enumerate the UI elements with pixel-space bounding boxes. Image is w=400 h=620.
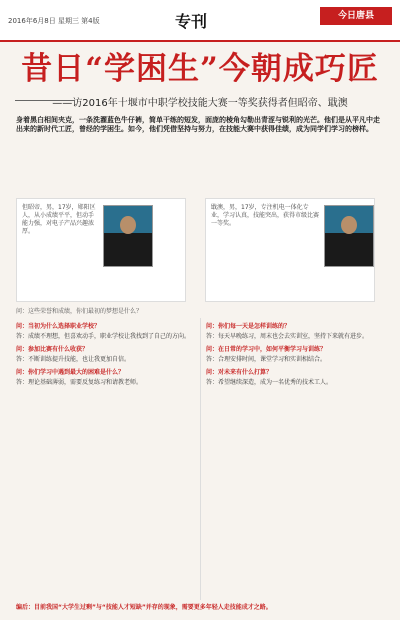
answer: 答：成绩不理想，但喜欢动手，职业学校让我找到了自己的方向。 — [16, 333, 191, 340]
profile-card-right — [205, 198, 375, 302]
column-divider — [200, 318, 201, 600]
question: 问：参加比赛有什么收获？ — [16, 346, 89, 353]
intro-paragraph: 身着黑白相间夹克，一条洗濯蓝色牛仔裤，简单干练的短发，面庞的棱角勾勒出青涩与锐利的光芒。他们是从平凡中走出来的新时代工匠，曾经的学困生。如今，他们凭借坚持与努力，在技能大赛中获得佳绩，成为同学们学习的榜样。 — [16, 116, 380, 133]
answer: 答：合理安排时间，课堂学习和实训相结合。 — [206, 356, 327, 363]
question: 问：在日常的学习中，如何平衡学习与训练？ — [206, 346, 327, 353]
question: 问：当初为什么选择职业学校？ — [16, 323, 101, 330]
interview-question: 问：这些荣誉和成绩，你们最初的梦想是什么？ — [16, 308, 143, 315]
editor-note: 编后：目前我国“大学生过剩”与“技能人才短缺”并存的现象，需要更多年轻人走技能成才之路。 — [16, 604, 272, 611]
answer: 答：希望继续深造，成为一名优秀的技术工人。 — [206, 379, 333, 386]
question: 问：对未来有什么打算？ — [206, 369, 273, 376]
newspaper-logo: 今日唐县 — [320, 7, 392, 25]
portrait-right — [324, 205, 374, 267]
issue-date: 2016年6月8日 星期三 第4版 — [8, 17, 100, 25]
answer: 答：理论基础薄弱，需要反复练习和请教老师。 — [16, 379, 143, 386]
profile-text-left: 但昭帝，男，17岁，郧阳区人，从小成绩平平，但动手能力强，对电子产品兴趣浓厚。 — [22, 204, 96, 235]
answer: 答：不断训练提升技能，也让我更加自信。 — [16, 356, 131, 363]
section-title: 专刊 — [175, 12, 208, 31]
question: 问：你们每一天是怎样训练的？ — [206, 323, 291, 330]
profile-text-right: 戢澳，男，17岁，专注机电一体化专业，学习认真，技能突出，获得市级比赛一等奖。 — [211, 204, 320, 227]
subtitle: ——访2016年十堰市中职学校技能大赛一等奖获得者但昭帝、戢澳 — [20, 94, 380, 109]
answer: 答：每天早晚练习，周末也会去实训室，坚持下来就有进步。 — [206, 333, 369, 340]
left-column — [16, 318, 194, 600]
right-column — [206, 318, 384, 600]
header-bar — [0, 0, 400, 42]
portrait-left — [103, 205, 153, 267]
question: 问：你们学习中遇到最大的困难是什么？ — [16, 369, 125, 376]
headline: 昔日“学困生”今朝成巧匠 — [21, 51, 379, 87]
profile-card-left — [16, 198, 186, 302]
